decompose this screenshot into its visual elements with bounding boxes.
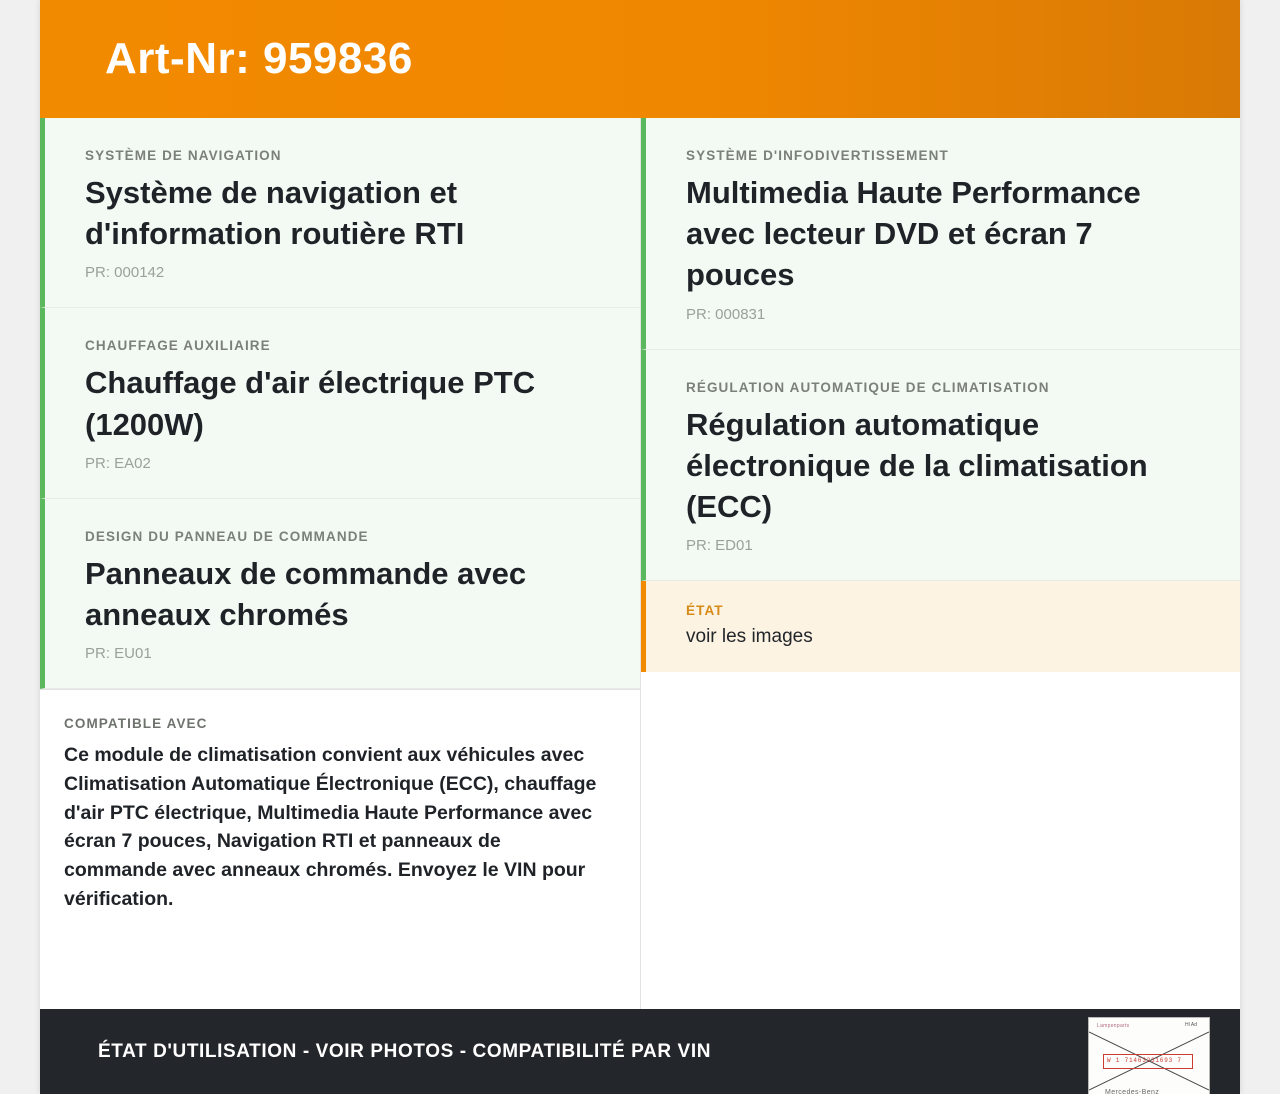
feature-card xyxy=(641,350,1240,582)
status-block xyxy=(641,581,1240,672)
feature-pr-code: PR: ED01 xyxy=(686,537,753,555)
right-column-spacer xyxy=(641,672,1240,1009)
feature-card xyxy=(40,308,640,498)
stamp-right-text: Hl Ad xyxy=(1185,1022,1197,1028)
status-value: voir les images xyxy=(686,626,813,648)
feature-pr-code: PR: 000142 xyxy=(85,264,165,282)
compatibility-label: COMPATIBLE AVEC xyxy=(64,716,208,732)
feature-label: DESIGN DU PANNEAU DE COMMANDE xyxy=(85,528,369,544)
feature-title: Régulation automatique électronique de la climatisation (ECC) xyxy=(686,406,1148,525)
feature-card xyxy=(641,118,1240,350)
content-area xyxy=(40,118,1240,1009)
compatibility-text: Ce module de climatisation convient aux véhicules avec Climatisation Automatique Électronique (ECC), chauffage d'air PTC électrique, Multimedia Haute Performance avec écran 7 pouces, Navigation RTI et panneaux de commande avec anneaux chromés. Envoyez le VIN pour vérification. xyxy=(64,744,597,910)
feature-title: Système de navigation et d'information routière RTI xyxy=(85,175,465,252)
stamp-code-text: W 1 71463231693 7 xyxy=(1107,1057,1182,1064)
stamp-code-box xyxy=(1103,1054,1193,1069)
feature-label: SYSTÈME D'INFODIVERTISSEMENT xyxy=(686,148,949,163)
feature-label: SYSTÈME DE NAVIGATION xyxy=(85,148,282,163)
feature-card xyxy=(40,118,640,308)
feature-label: CHAUFFAGE AUXILIAIRE xyxy=(85,338,271,354)
stamp-top-text: Lampenparts xyxy=(1097,1023,1130,1029)
compatibility-block xyxy=(40,689,640,939)
feature-pr-code: PR: 000831 xyxy=(686,305,766,323)
document-sheet xyxy=(40,0,1240,1094)
feature-card xyxy=(40,499,640,689)
feature-pr-code: PR: EA02 xyxy=(85,454,151,472)
left-column xyxy=(40,118,641,1009)
feature-label: RÉGULATION AUTOMATIQUE DE CLIMATISATION xyxy=(686,379,1050,395)
feature-title: Panneaux de commande avec anneaux chromés xyxy=(85,555,527,633)
right-column xyxy=(641,118,1240,1009)
vehicle-label-image xyxy=(1088,1017,1210,1094)
feature-title: Multimedia Haute Performance avec lecteur DVD et écran 7 pouces xyxy=(686,175,1141,293)
status-label: ÉTAT xyxy=(686,603,724,619)
footer-bar xyxy=(40,1009,1240,1094)
page-title: Art-Nr: 959836 xyxy=(105,34,413,83)
stamp-bottom-text: Mercedes-Benz xyxy=(1105,1089,1160,1094)
footer-text: ÉTAT D'UTILISATION - VOIR PHOTOS - COMPATIBILITÉ PAR VIN xyxy=(98,1040,712,1062)
header-banner xyxy=(40,0,1240,118)
feature-pr-code: PR: EU01 xyxy=(85,645,152,663)
feature-title: Chauffage d'air électrique PTC (1200W) xyxy=(85,365,536,442)
